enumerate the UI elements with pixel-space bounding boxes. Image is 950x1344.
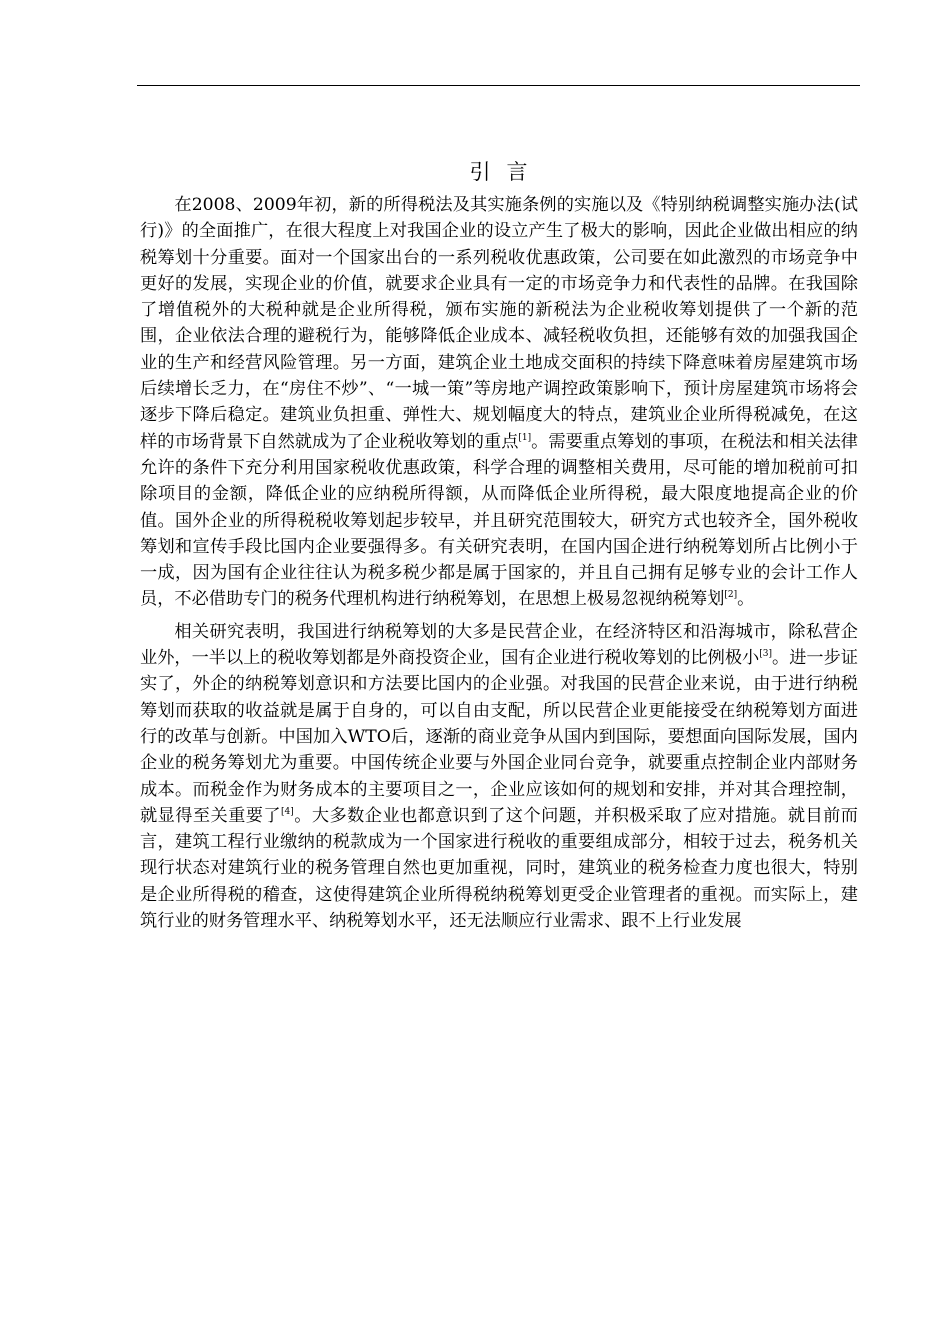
citation-ref-4: [4] bbox=[281, 806, 294, 817]
text-segment: 。进一步证实了，外企的纳税筹划意识和方法要比国内的企业强。对我国的民营企业来说，由于进行纳税筹划而获取的收益就是属于自身的，可以自由支配，所以民营企业更能接受在纳税筹划方面进行的改革与创新。中国加入WTO后，逐渐的商业竞争从国内到国际，要想面向国际发展，国内企业的税务筹划尤为重要。中国传统企业要与外国企业同台竞争，就要重点控制企业内部财务成本。而税金作为财务成本的主要项目之一，企业应该如何的规划和安排，并对其合理控制，就显得至关重要了 bbox=[140, 648, 858, 826]
paragraph-1 bbox=[140, 192, 858, 613]
paragraph-2 bbox=[140, 619, 858, 935]
text-segment: 相关研究表明，我国进行纳税筹划的大多是民营企业，在经济特区和沿海城市，除私营企业外，一半以上的税收筹划都是外商投资企业，国有企业进行税收筹划的比例极小 bbox=[140, 621, 858, 669]
text-segment: 。大多数企业也都意识到了这个问题，并积极采取了应对措施。就目前而言，建筑工程行业缴纳的税款成为一个国家进行税收的重要组成部分，相较于过去，税务机关现行状态对建筑行业的税务管理自然也更加重视，同时，建筑业的税务检查力度也很大，特别是企业所得税的稽查，这使得建筑企业所得税纳税筹划更受企业管理者的重视。而实际上，建筑行业的财务管理水平、纳税筹划水平，还无法顺应行业需求、跟不上行业发展 bbox=[140, 805, 858, 932]
citation-ref-1: [1] bbox=[518, 432, 532, 443]
text-segment: 。 bbox=[737, 589, 755, 610]
section-heading: 引言 bbox=[469, 160, 544, 184]
header-rule bbox=[137, 85, 860, 86]
citation-ref-3: [3] bbox=[759, 649, 772, 660]
text-segment: 。需要重点筹划的事项，在税法和相关法律允许的条件下充分利用国家税收优惠政策，科学合理的调整相关费用，尽可能的增加税前可扣除项目的金额，降低企业的应纳税所得额，从而降低企业所得税，最大限度地提高企业的价值。国外企业的所得税税收筹划起步较早，并且研究范围较大，研究方式也较齐全，国外税收筹划和宣传手段比国内企业要强得多。有关研究表明，在国内国企进行纳税筹划所占比例小于一成，因为国有企业往往认为税多税少都是属于国家的，并且自己拥有足够专业的会计工作人员，不必借助专门的税务代理机构进行纳税筹划，在思想上极易忽视纳税筹划 bbox=[140, 431, 858, 610]
text-segment: 在2008、2009年初，新的所得税法及其实施条例的实施以及《特别纳税调整实施办法(试行)》的全面推广，在很大程度上对我国企业的设立产生了极大的影响，因此企业做出相应的纳税筹划十分重要。面对一个国家出台的一系列税收优惠政策，公司要在如此激烈的市场竞争中更好的发展，实现企业的价值，就要求企业具有一定的市场竞争力和代表性的品牌。在我国除了增值税外的大税种就是企业所得税，颁布实施的新税法为企业税收筹划提供了一个新的范围，企业依法合理的避税行为，能够降低企业成本、减轻税收负担，还能够有效的加强我国企业的生产和经营风险管理。另一方面，建筑企业土地成交面积的持续下降意味着房屋建筑市场后续增长乏力，在“房住不炒”、“一城一策”等房地产调控政策影响下，预计房屋建筑市场将会逐步下降后稳定。建筑业负担重、弹性大、规划幅度大的特点，建筑业企业所得税减免，在这样的市场背景下自然就成为了企业税收筹划的重点 bbox=[140, 195, 858, 452]
body-text bbox=[140, 192, 858, 934]
citation-ref-2: [2] bbox=[724, 590, 738, 601]
